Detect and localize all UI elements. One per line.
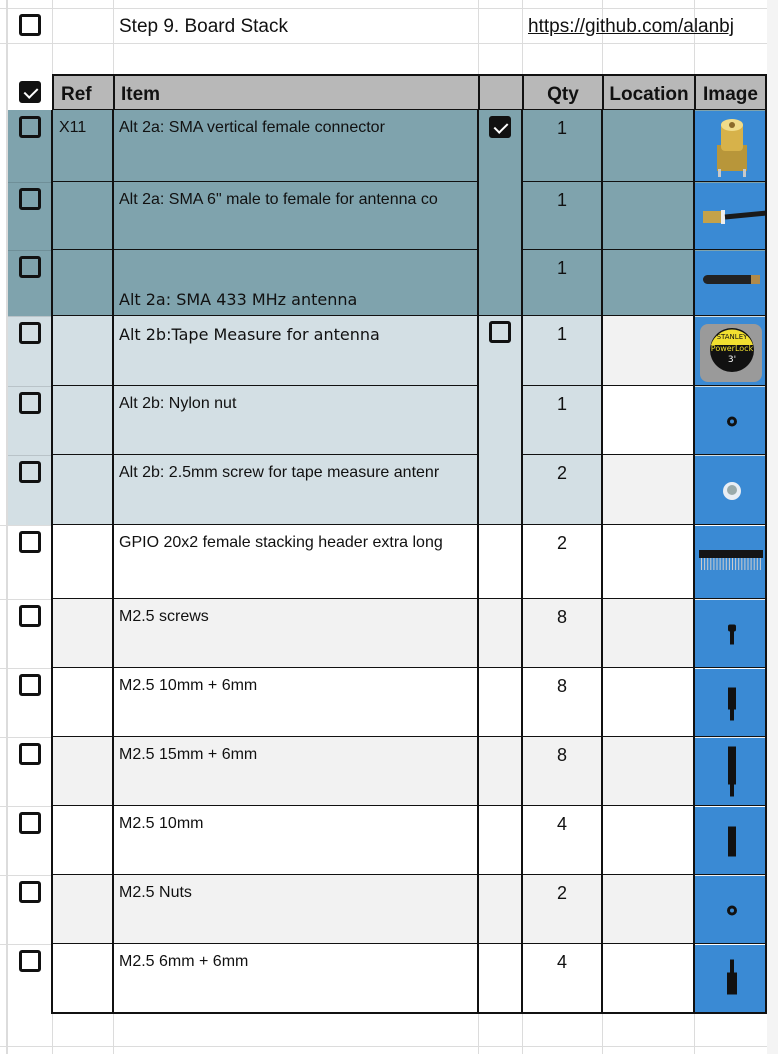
row-checkbox[interactable] — [19, 392, 41, 414]
column-border — [693, 110, 695, 1014]
qty-cell[interactable]: 1 — [556, 258, 567, 278]
column-border — [601, 110, 603, 1014]
item-cell[interactable]: M2.5 15mm + 6mm — [119, 746, 258, 763]
location-cell[interactable] — [602, 806, 694, 875]
qty-cell[interactable]: 1 — [556, 324, 567, 344]
column-border — [51, 110, 53, 1014]
row-checkbox[interactable] — [19, 188, 41, 210]
title-row-checkbox[interactable] — [19, 14, 41, 36]
item-cell[interactable]: Alt 2b: 2.5mm screw for tape measure antenr — [119, 464, 440, 481]
gridline — [0, 599, 52, 600]
qty-cell[interactable]: 4 — [556, 952, 567, 972]
gridline — [52, 1013, 53, 1054]
sma-cable-photo — [695, 183, 767, 250]
select-all-checkbox[interactable] — [19, 81, 41, 103]
row-checkbox[interactable] — [19, 256, 41, 278]
header-ref[interactable]: Ref — [52, 74, 113, 111]
gridline — [0, 944, 52, 945]
location-cell[interactable] — [602, 668, 694, 737]
row-checkbox[interactable] — [19, 605, 41, 627]
gridline — [0, 737, 52, 738]
location-cell[interactable] — [602, 250, 694, 316]
gridline — [8, 316, 52, 317]
item-cell[interactable]: GPIO 20x2 female stacking header extra long — [119, 534, 443, 551]
tape-measure-photo — [695, 317, 767, 386]
gridline — [8, 455, 52, 456]
ref-cell[interactable]: X11 — [59, 119, 87, 136]
sheet-edge — [767, 0, 778, 1054]
m25-nut-photo — [695, 876, 767, 944]
qty-cell[interactable]: 8 — [556, 745, 567, 765]
header-qty[interactable]: Qty — [522, 74, 602, 111]
column-border — [765, 110, 767, 1014]
row-checkbox[interactable] — [19, 116, 41, 138]
m25-screw-photo — [695, 600, 767, 668]
column-border — [112, 110, 114, 1014]
qty-cell[interactable]: 2 — [556, 463, 567, 483]
qty-cell[interactable]: 1 — [556, 190, 567, 210]
header-image[interactable]: Image — [694, 74, 767, 111]
svg-text:3': 3' — [727, 355, 737, 365]
gridline — [0, 1046, 767, 1047]
item-cell[interactable]: M2.5 Nuts — [119, 884, 192, 901]
location-cell[interactable] — [602, 386, 694, 455]
row-checkbox[interactable] — [19, 743, 41, 765]
standoff-6-6-photo — [695, 945, 767, 1013]
row-checkbox[interactable] — [19, 812, 41, 834]
column-border — [477, 110, 479, 1014]
header-location[interactable]: Location — [602, 74, 694, 111]
location-cell[interactable] — [602, 316, 694, 386]
github-link[interactable]: https://github.com/alanbj — [528, 16, 734, 37]
location-cell[interactable] — [602, 525, 694, 599]
gridline — [0, 8, 767, 9]
alt-2b-group-checkbox[interactable] — [489, 321, 511, 343]
sma-antenna-photo — [695, 251, 767, 316]
row-checkbox[interactable] — [19, 461, 41, 483]
location-cell[interactable] — [602, 182, 694, 250]
qty-cell[interactable]: 2 — [556, 883, 567, 903]
item-cell[interactable]: M2.5 6mm + 6mm — [119, 953, 249, 970]
gridline — [478, 0, 479, 74]
qty-cell[interactable]: 4 — [556, 814, 567, 834]
qty-cell[interactable]: 8 — [556, 607, 567, 627]
row-checkbox[interactable] — [19, 950, 41, 972]
item-cell[interactable]: Alt 2a: SMA vertical female connector — [119, 119, 385, 136]
header-check[interactable] — [478, 74, 522, 111]
item-cell[interactable]: M2.5 screws — [119, 608, 209, 625]
gridline — [8, 386, 52, 387]
gridline — [0, 875, 52, 876]
gridline — [113, 0, 114, 74]
gridline — [602, 1013, 603, 1054]
item-cell[interactable]: Alt 2b: Nylon nut — [119, 395, 237, 412]
gridline — [0, 668, 52, 669]
qty-cell[interactable]: 2 — [556, 533, 567, 553]
item-cell[interactable]: Alt 2a: SMA 6" male to female for antenna co — [119, 191, 438, 208]
gridline — [8, 182, 52, 183]
location-cell[interactable] — [602, 110, 694, 182]
gridline — [8, 250, 52, 251]
gridline — [0, 806, 52, 807]
header-item[interactable]: Item — [113, 74, 478, 111]
item-cell[interactable]: M2.5 10mm — [119, 815, 204, 832]
section-title: Step 9. Board Stack — [119, 16, 288, 37]
gridline — [522, 0, 523, 74]
standoff-15-6-photo — [695, 738, 767, 806]
item-cell[interactable]: Alt 2a: SMA 433 MHz antenna — [119, 290, 358, 309]
row-checkbox[interactable] — [19, 674, 41, 696]
column-border — [521, 110, 523, 1014]
gridline — [52, 0, 53, 74]
sma-vertical-female-connector-photo — [695, 111, 767, 182]
item-cell[interactable]: M2.5 10mm + 6mm — [119, 677, 258, 694]
gridline — [113, 1013, 114, 1054]
location-cell[interactable] — [602, 599, 694, 668]
location-cell[interactable] — [602, 737, 694, 806]
gridline — [0, 525, 52, 526]
qty-cell[interactable]: 1 — [556, 118, 567, 138]
gridline — [522, 1013, 523, 1054]
gpio-header-photo — [695, 526, 767, 599]
nylon-nut-photo — [695, 387, 767, 455]
screw-photo — [695, 456, 767, 525]
location-cell[interactable] — [602, 944, 694, 1013]
row-checkbox[interactable] — [19, 881, 41, 903]
qty-cell[interactable]: 8 — [556, 676, 567, 696]
svg-text:STANLEY: STANLEY — [716, 333, 748, 341]
standoff-10-6-photo — [695, 669, 767, 737]
svg-text:PowerLock: PowerLock — [710, 344, 754, 353]
row-border — [52, 1012, 767, 1014]
location-cell[interactable] — [602, 455, 694, 525]
qty-cell[interactable]: 1 — [556, 394, 567, 414]
item-cell[interactable]: Alt 2b:Tape Measure for antenna — [119, 325, 380, 344]
standoff-10-photo — [695, 807, 767, 875]
row-checkbox[interactable] — [19, 322, 41, 344]
gridline — [694, 1013, 695, 1054]
alt-2a-group-checkbox[interactable] — [489, 116, 511, 138]
location-cell[interactable] — [602, 875, 694, 944]
gridline — [478, 1013, 479, 1054]
row-checkbox[interactable] — [19, 531, 41, 553]
gridline — [0, 43, 767, 44]
